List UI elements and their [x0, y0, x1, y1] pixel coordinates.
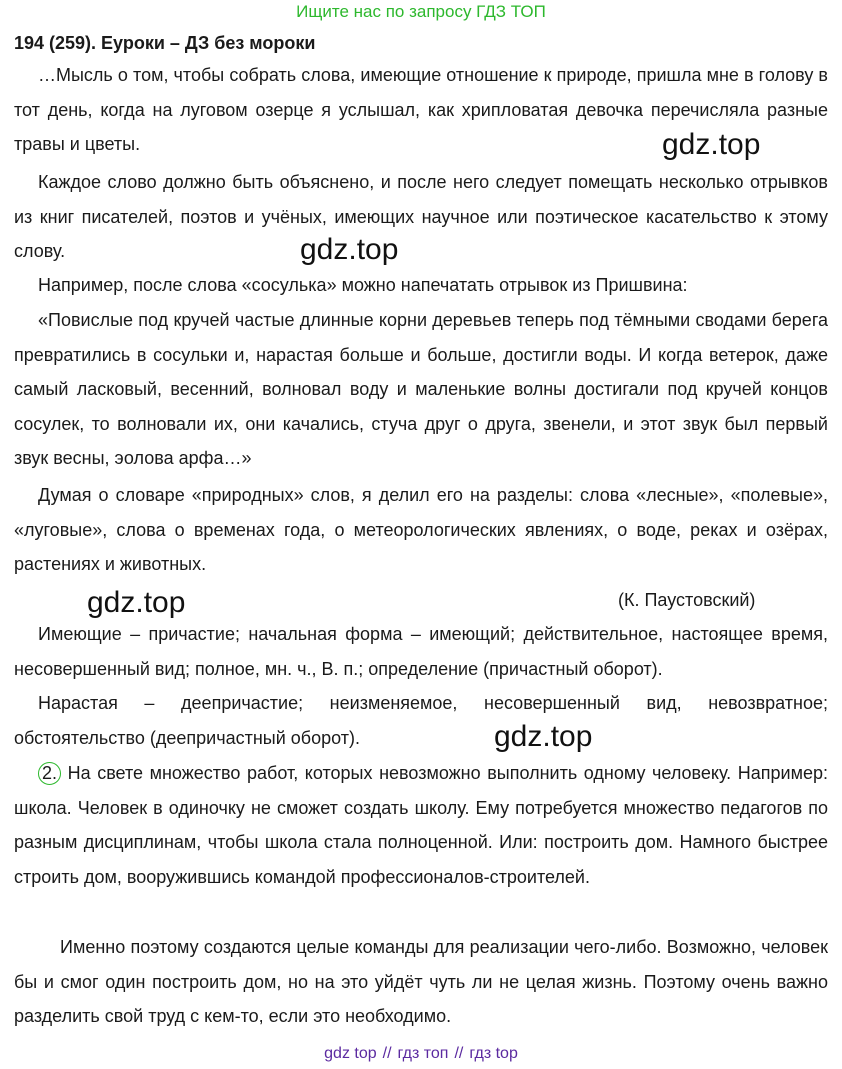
footer-separator: // — [382, 1045, 392, 1062]
watermark: gdz.top — [300, 233, 399, 266]
paragraph-5: Думая о словаре «природных» слов, я делил его на разделы: слова «лесные», «полевые», «луговые», слова о временах года, о метеорологических явлениях, о воде, реках и озёрах, растениях и животных. — [14, 485, 828, 574]
paragraph-1: …Мысль о том, чтобы собрать слова, имеющие отношение к природе, пришла мне в голову в тот день, когда на луговом озерце я услышал, как хрипловатая девочка перечисляла разные травы и цветы. — [14, 65, 828, 154]
footer-links — [0, 1045, 842, 1063]
footer-separator: // — [454, 1045, 464, 1062]
analysis-gerund: Нарастая – деепричастие; неизменяемое, несовершенный вид, невозвратное; обстоятельство (деепричастный оборот). — [14, 693, 828, 748]
task-number-badge: 2. — [38, 762, 61, 785]
footer-link-gdz-top-mixed[interactable]: гдз top — [469, 1045, 518, 1062]
paragraph-3: Например, после слова «сосулька» можно напечатать отрывок из Пришвина: — [38, 275, 688, 295]
author-attribution: (К. Паустовский) — [618, 590, 756, 610]
task-2-text: На свете множество работ, которых невозможно выполнить одному человеку. Например: школа. Человек в одиночку не сможет создать школу. Ему потребуется множество педагогов по разным дисциплинам, чтобы школа стала полноценной. Или: построить дом. Намного быстрее строить дом, вооружившись командой профессионалов-строителей. — [14, 763, 828, 887]
paragraph-2: Каждое слово должно быть объяснено, и после него следует помещать несколько отрывков из книг писателей, поэтов и учёных, имеющих научное или поэтическое касательство к этому слову. — [14, 172, 828, 261]
paragraph-task-2 — [14, 756, 828, 894]
paragraph-conclusion: Именно поэтому создаются целые команды для реализации чего-либо. Возможно, человек бы и смог один построить дом, но на это уйдёт чуть ли не целая жизнь. Поэтому очень важно разделить свой труд с кем-то, если это необходимо. — [14, 937, 828, 1026]
top-banner: Ищите нас по запросу ГДЗ ТОП — [296, 2, 546, 21]
footer-link-gdz-top[interactable]: gdz top — [324, 1045, 377, 1062]
footer-link-gdz-top-ru[interactable]: гдз топ — [397, 1045, 449, 1062]
watermark: gdz.top — [87, 586, 186, 619]
watermark: gdz.top — [494, 720, 593, 753]
page-title: 194 (259). Еуроки – ДЗ без мороки — [14, 33, 316, 53]
analysis-participle: Имеющие – причастие; начальная форма – имеющий; действительное, настоящее время, несовершенный вид; полное, мн. ч., В. п.; определение (причастный оборот). — [14, 624, 828, 679]
paragraph-4-quote: «Повислые под кручей частые длинные корни деревьев теперь под тёмными сводами берега превратились в сосульки и, нарастая больше и больше, достигли воды. И когда ветерок, даже самый ласковый, весенний, волновал воду и маленькие волны достигали под кручей концов сосулек, то волновали их, они качались, стуча друг о друга, звенели, и этот звук был первый звук весны, эолова арфа…» — [14, 310, 828, 468]
watermark: gdz.top — [662, 128, 761, 161]
